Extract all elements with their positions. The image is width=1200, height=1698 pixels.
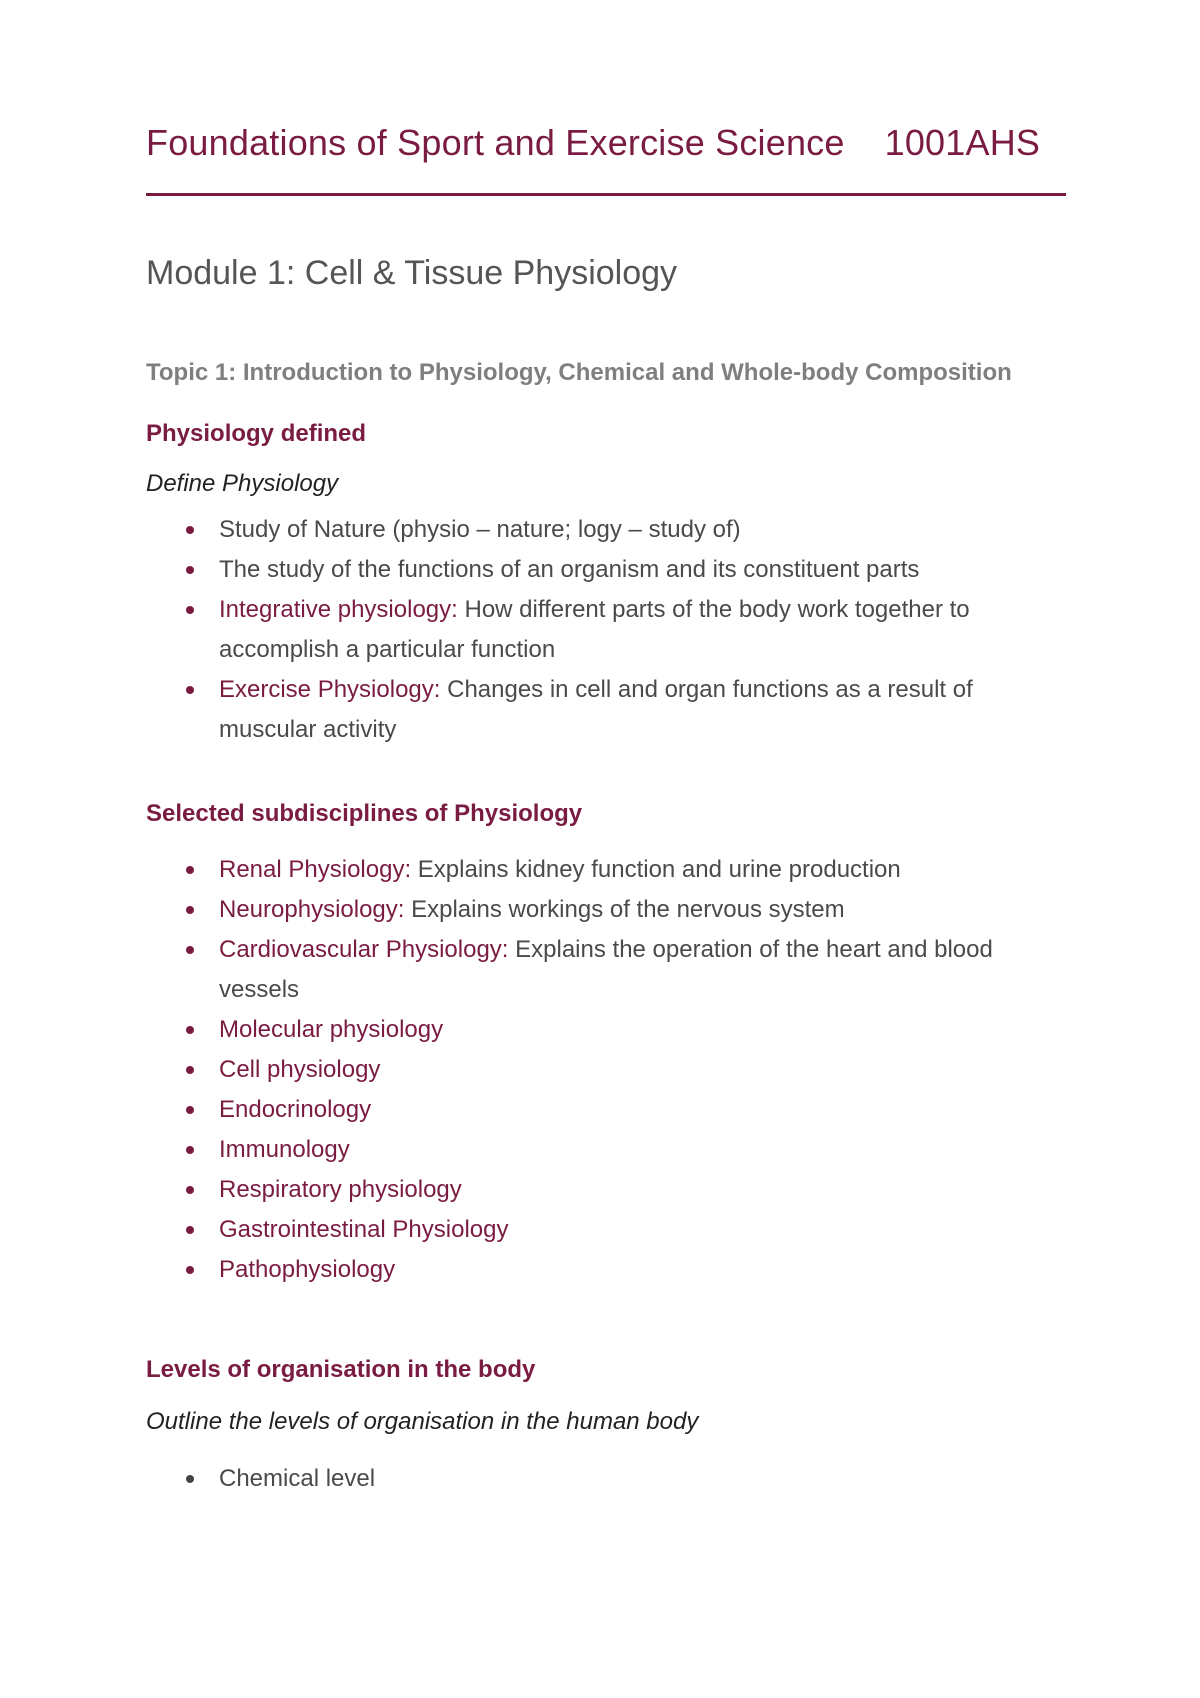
list-item: Respiratory physiology bbox=[146, 1170, 1056, 1210]
list-item: Pathophysiology bbox=[146, 1250, 1056, 1290]
bullet-icon bbox=[186, 1146, 194, 1154]
list-item: Cardiovascular Physiology: Explains the operation of the heart and blood vessels bbox=[146, 930, 1056, 1010]
list-item: The study of the functions of an organism and its constituent parts bbox=[146, 550, 1056, 590]
course-code: 1001AHS bbox=[884, 122, 1041, 163]
bullet-icon bbox=[186, 1106, 194, 1114]
bullet-icon bbox=[186, 1266, 194, 1274]
list-item: Study of Nature (physio – nature; logy – study of) bbox=[146, 510, 1056, 550]
bullet-icon bbox=[186, 866, 194, 874]
list-item: Endocrinology bbox=[146, 1090, 1056, 1130]
section-heading-subdisciplines: Selected subdisciplines of Physiology bbox=[146, 800, 583, 827]
course-title-line bbox=[146, 122, 1040, 164]
subdisciplines-list bbox=[146, 850, 1056, 1290]
bullet-icon bbox=[186, 1226, 194, 1234]
bullet-icon bbox=[186, 606, 194, 614]
bullet-icon bbox=[186, 1066, 194, 1074]
list-item: Integrative physiology: How different parts of the body work together to accomplish a particular function bbox=[146, 590, 1056, 670]
bullet-icon bbox=[186, 526, 194, 534]
list-item: Cell physiology bbox=[146, 1050, 1056, 1090]
section-heading-levels: Levels of organisation in the body bbox=[146, 1356, 536, 1383]
list-item: Chemical level bbox=[146, 1459, 1056, 1499]
physiology-defined-list bbox=[146, 510, 1056, 750]
list-item: Immunology bbox=[146, 1130, 1056, 1170]
prompt-define-physiology: Define Physiology bbox=[146, 470, 339, 497]
prompt-levels: Outline the levels of organisation in the human body bbox=[146, 1408, 699, 1435]
list-item: Neurophysiology: Explains workings of the nervous system bbox=[146, 890, 1056, 930]
levels-list bbox=[146, 1459, 1056, 1499]
list-item: Gastrointestinal Physiology bbox=[146, 1210, 1056, 1250]
bullet-icon bbox=[186, 946, 194, 954]
list-item: Renal Physiology: Explains kidney function and urine production bbox=[146, 850, 1056, 890]
title-divider bbox=[146, 193, 1066, 196]
bullet-icon bbox=[186, 1186, 194, 1194]
bullet-icon bbox=[186, 1026, 194, 1034]
course-title: Foundations of Sport and Exercise Science bbox=[146, 122, 845, 163]
bullet-icon bbox=[186, 686, 194, 694]
list-item: Exercise Physiology: Changes in cell and organ functions as a result of muscular activity bbox=[146, 670, 1056, 750]
bullet-icon bbox=[186, 566, 194, 574]
section-heading-physiology-defined: Physiology defined bbox=[146, 420, 367, 447]
bullet-icon bbox=[186, 906, 194, 914]
list-item: Molecular physiology bbox=[146, 1010, 1056, 1050]
module-heading: Module 1: Cell & Tissue Physiology bbox=[146, 254, 678, 292]
bullet-icon bbox=[186, 1475, 194, 1483]
topic-heading: Topic 1: Introduction to Physiology, Chemical and Whole-body Composition bbox=[146, 359, 1012, 386]
